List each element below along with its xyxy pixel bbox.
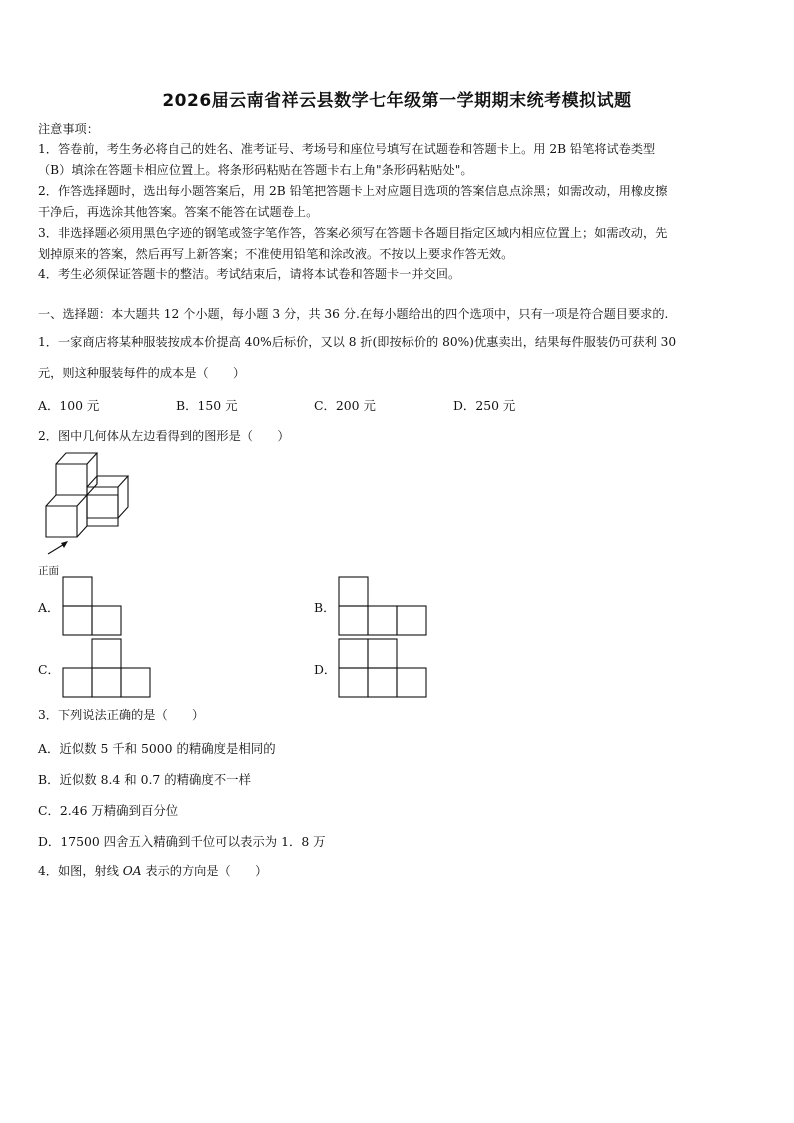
q1-stem-line1: 1．一家商店将某种服装按成本价提高 40%后标价，又以 8 折(即按标价的 80%)优惠卖出，结果每件服装仍可获利 30 [38,335,677,349]
notice-line: 划掉原来的答案，然后再写上新答案；不准使用铅笔和涂改液。不按以上要求作答无效。 [38,247,514,261]
q2-option-c-figure [62,638,152,700]
q3-option-d: D．17500 四舍五入精确到千位可以表示为 1．8 万 [38,834,326,849]
q2-option-d-figure [338,638,428,700]
q4-stem-before: 4．如图，射线 [38,864,123,878]
q3-option-c: C．2.46 万精确到百分位 [38,803,179,818]
q2-stem: 2．图中几何体从左边看得到的图形是（ ） [38,429,290,443]
q2-option-c-label: C． [38,662,60,677]
q1-option-a: A．100 元 [38,398,100,413]
q2-option-b-label: B． [314,600,336,615]
q1-option-c: C．200 元 [314,398,376,413]
q4-stem-after: 表示的方向是（ ） [141,864,268,878]
q4-ray-name: OA [122,864,142,878]
front-label: 正面 [38,565,59,577]
q4-stem [38,863,267,879]
section-heading: 一、选择题：本大题共 12 个小题，每小题 3 分，共 36 分.在每小题给出的四个选项中，只有一项是符合题目要求的. [38,307,669,321]
q2-option-b-figure [338,576,428,638]
notice-line: 干净后，再选涂其他答案。答案不能答在试题卷上。 [38,205,319,219]
notice-line: 1．答卷前，考生务必将自己的姓名、准考证号、考场号和座位号填写在试题卷和答题卡上。用 2B 铅笔将试卷类型 [38,142,656,156]
q3-option-b: B．近似数 8.4 和 0.7 的精确度不一样 [38,772,251,787]
q3-stem: 3．下列说法正确的是（ ） [38,708,205,722]
q2-option-a-figure [62,576,124,638]
q1-option-d: D．250 元 [453,398,516,413]
notice-heading: 注意事项： [38,122,99,136]
q2-solid-figure [42,450,152,560]
notice-line: （B）填涂在答题卡相应位置上。将条形码粘贴在答题卡右上角"条形码粘贴处"。 [38,163,473,177]
notice-line: 2．作答选择题时，选出每小题答案后，用 2B 铅笔把答题卡上对应题目选项的答案信息点涂黑；如需改动，用橡皮擦 [38,184,668,198]
notice-line: 4．考生必须保证答题卡的整洁。考试结束后，请将本试卷和答题卡一并交回。 [38,267,461,281]
q2-option-a-label: A． [38,600,60,615]
q1-stem-line2: 元，则这种服装每件的成本是（ ） [38,366,246,380]
notice-line: 3．非选择题必须用黑色字迹的钢笔或签字笔作答，答案必须写在答题卡各题目指定区域内相应位置上；如需改动，先 [38,226,668,240]
exam-title: 2026届云南省祥云县数学七年级第一学期期末统考模拟试题 [162,91,632,111]
q2-option-d-label: D． [314,662,337,677]
q3-option-a: A．近似数 5 千和 5000 的精确度是相同的 [38,741,276,756]
q1-option-b: B．150 元 [176,398,238,413]
